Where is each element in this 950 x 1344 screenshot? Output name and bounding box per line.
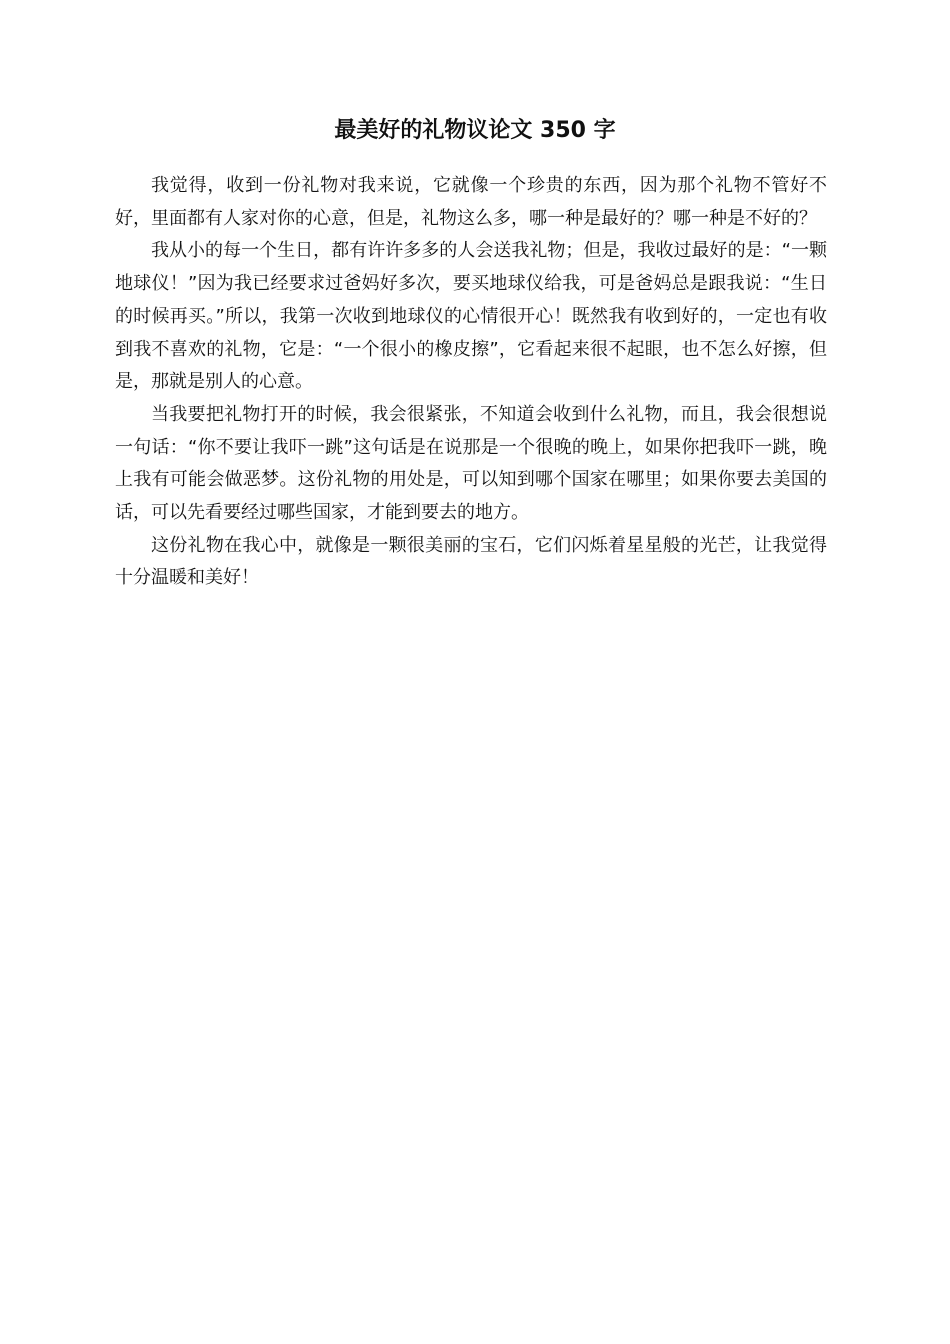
paragraph-1: 我觉得，收到一份礼物对我来说，它就像一个珍贵的东西，因为那个礼物不管好不好，里面都有人家对你的心意，但是，礼物这么多，哪一种是最好的？哪一种是不好的？	[115, 175, 827, 229]
document-title: 最美好的礼物议论文 350 字	[334, 118, 616, 143]
paragraph-2: 我从小的每一个生日，都有许许多多的人会送我礼物；但是，我收过最好的是：“一颗地球仪！”因为我已经要求过爸妈好多次，要买地球仪给我，可是爸妈总是跟我说：“生日的时候再买。”所以，我第一次收到地球仪的心情很开心！既然我有收到好的，一定也有收到我不喜欢的礼物，它是：“一个很小的橡皮擦”，它看起来很不起眼，也不怎么好擦，但是，那就是别人的心意。	[115, 240, 827, 393]
paragraph-4: 这份礼物在我心中，就像是一颗很美丽的宝石，它们闪烁着星星般的光芒，让我觉得十分温暖和美好！	[115, 534, 827, 589]
document-body	[115, 170, 827, 595]
paragraph-3: 当我要把礼物打开的时候，我会很紧张，不知道会收到什么礼物，而且，我会很想说一句话：“你不要让我吓一跳”这句话是在说那是一个很晚的晚上，如果你把我吓一跳，晚上我有可能会做恶梦。这份礼物的用处是，可以知到哪个国家在哪里；如果你要去美国的话，可以先看要经过哪些国家，才能到要去的地方。	[115, 403, 827, 524]
